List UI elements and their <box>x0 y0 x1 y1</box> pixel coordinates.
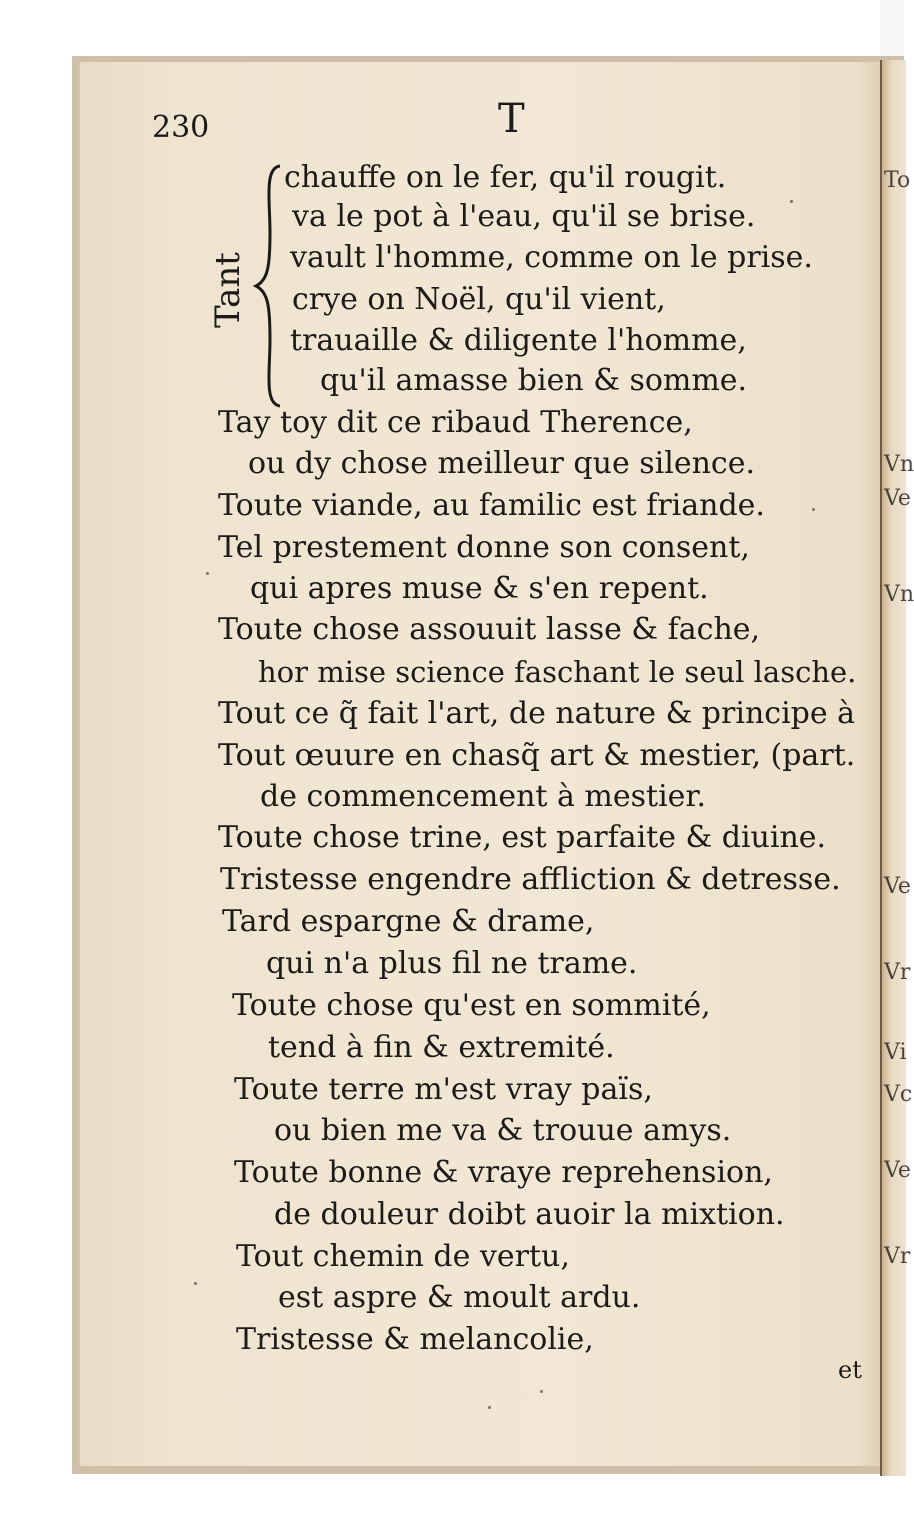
tant-line: trauaille & diligente l'homme, <box>290 323 747 358</box>
tant-lead-word <box>208 240 248 340</box>
curly-brace-icon <box>248 162 288 410</box>
facing-page-fragment: Vc <box>884 1082 913 1107</box>
ink-speck <box>540 1390 543 1393</box>
proverb-line: Tay toy dit ce ribaud Therence, <box>218 405 693 440</box>
background-top-strip <box>880 0 904 58</box>
proverb-line: Tard espargne & drame, <box>222 904 595 939</box>
tant-line: crye on Noël, qu'il vient, <box>292 282 666 317</box>
proverb-line: Toute viande, au familic est friande. <box>218 488 765 523</box>
proverb-line: tend à fin & extremité. <box>268 1030 615 1065</box>
tant-lead-word-text: Tant <box>208 252 248 328</box>
facing-page-fragment: Vr <box>884 960 911 985</box>
ink-speck <box>812 508 815 511</box>
facing-page-fragment: Ve <box>884 486 911 511</box>
proverb-line: Toute bonne & vraye reprehension, <box>234 1155 773 1190</box>
ink-speck <box>194 1282 197 1285</box>
proverb-line: Tout œuure en chasq̃ art & mestier, (part. <box>218 738 856 773</box>
page-number: 230 <box>152 110 210 145</box>
tant-line: vault l'homme, comme on le prise. <box>290 240 813 275</box>
facing-page-fragment: To <box>884 168 911 193</box>
facing-page-fragment: Ve <box>884 1158 911 1183</box>
proverb-line: Toute chose qu'est en sommité, <box>232 988 711 1023</box>
ink-speck <box>488 1406 491 1409</box>
proverb-line: Tristesse & melancolie, <box>236 1322 594 1357</box>
tant-line: chauffe on le fer, qu'il rougit. <box>284 160 727 195</box>
proverb-line: Tout ce q̃ fait l'art, de nature & principe à <box>218 696 856 731</box>
tant-line: qu'il amasse bien & somme. <box>320 363 748 398</box>
proverb-line: ou dy chose meilleur que silence. <box>248 446 755 481</box>
proverb-line: Tel prestement donne son consent, <box>218 530 750 565</box>
running-head: T <box>498 96 525 142</box>
facing-page-fragment: Ve <box>884 874 911 899</box>
proverb-line: Toute terre m'est vray païs, <box>234 1072 653 1107</box>
facing-page-fragment: Vn <box>884 452 914 477</box>
proverb-line: qui apres muse & s'en repent. <box>250 571 709 606</box>
facing-page-fragment: Vr <box>884 1244 911 1269</box>
proverb-line: Toute chose trine, est parfaite & diuine. <box>218 820 827 855</box>
proverb-line: de commencement à mestier. <box>260 779 707 814</box>
proverb-line: ou bien me va & trouue amys. <box>274 1113 732 1148</box>
proverb-line: Tristesse engendre affliction & detresse. <box>220 862 841 897</box>
proverb-line: hor mise science faschant le seul lasche. <box>258 655 857 689</box>
proverb-line: est aspre & moult ardu. <box>278 1280 641 1315</box>
facing-page-fragment: Vn <box>884 582 914 607</box>
ink-speck <box>206 572 209 575</box>
facing-page-fragment: Vi <box>884 1040 907 1065</box>
proverb-line: qui n'a plus fil ne trame. <box>266 946 638 981</box>
catchword: et <box>838 1356 862 1384</box>
proverb-line: Tout chemin de vertu, <box>236 1239 570 1274</box>
ink-speck <box>790 200 793 203</box>
proverb-line: de douleur doibt auoir la mixtion. <box>274 1197 785 1232</box>
tant-line: va le pot à l'eau, qu'il se brise. <box>292 199 756 234</box>
proverb-line: Toute chose assouuit lasse & fache, <box>218 612 761 647</box>
